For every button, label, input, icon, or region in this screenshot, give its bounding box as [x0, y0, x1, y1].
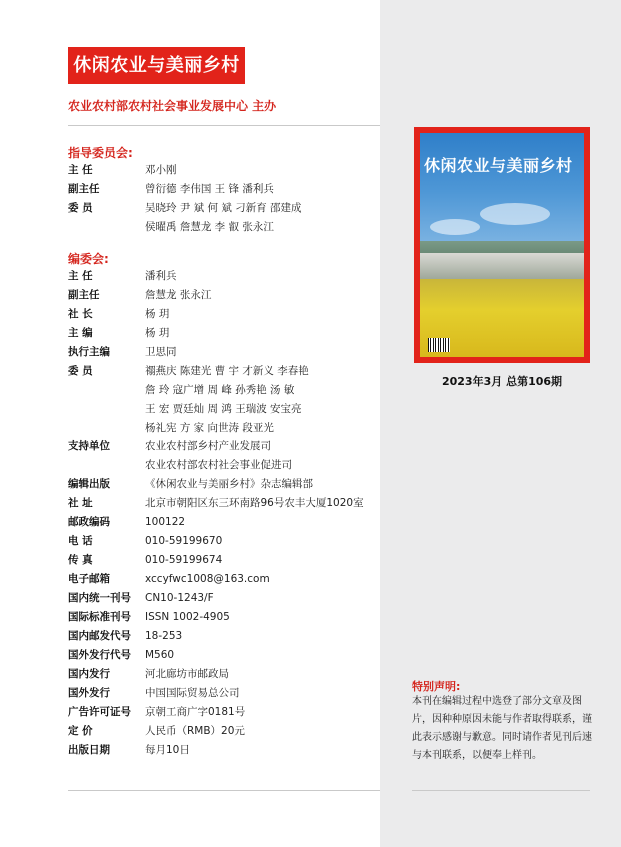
row-value: 詹 玲 寇广增 周 峰 孙秀艳 汤 敏 [145, 384, 295, 396]
cloud-shape [430, 219, 480, 235]
row-label: 出版日期 [68, 744, 110, 756]
row-value: 010-59199674 [145, 554, 223, 566]
editorial-board-heading: 编委会: [68, 252, 109, 266]
row-label: 支持单位 [68, 440, 110, 452]
row-value: xccyfwc1008@163.com [145, 573, 270, 585]
row-label: 电 话 [68, 535, 93, 547]
row-label: 国内邮发代号 [68, 630, 131, 642]
cloud-shape [480, 203, 550, 225]
row-label: 社 长 [68, 308, 93, 320]
row-label: 国内统一刊号 [68, 592, 131, 604]
row-label: 主 编 [68, 327, 93, 339]
row-value: 人民币（RMB）20元 [145, 725, 245, 737]
row-label: 国际标准刊号 [68, 611, 131, 623]
cover-image [414, 127, 590, 363]
row-label: 国内发行 [68, 668, 110, 680]
row-value: 100122 [145, 516, 186, 528]
row-value: 侯曜禹 詹慧龙 李 叡 张永江 [145, 221, 274, 233]
row-label: 主 任 [68, 270, 93, 282]
row-label: 副主任 [68, 289, 100, 301]
row-value: 杨 玥 [145, 327, 170, 339]
row-value: 詹慧龙 张永江 [145, 289, 212, 301]
row-value: ISSN 1002-4905 [145, 611, 230, 623]
barcode-icon [428, 338, 450, 352]
guidance-committee-heading: 指导委员会: [68, 146, 133, 160]
row-value: 北京市朝阳区东三环南路96号农丰大厦1020室 [145, 497, 364, 509]
row-label: 副主任 [68, 183, 100, 195]
row-label: 委 员 [68, 202, 93, 214]
row-label: 定 价 [68, 725, 93, 737]
row-value: 杨 玥 [145, 308, 170, 320]
cover-title: 休闲农业与美丽乡村 [424, 156, 573, 175]
cover-village [420, 253, 584, 279]
top-divider [68, 125, 380, 126]
row-value: 吴晓玲 尹 斌 何 斌 刁新育 邵建成 [145, 202, 302, 214]
row-label: 编辑出版 [68, 478, 110, 490]
row-value: 《休闲农业与美丽乡村》杂志编辑部 [145, 478, 313, 490]
row-value: M560 [145, 649, 175, 661]
row-value: 杨礼宪 方 家 向世涛 段亚光 [145, 422, 274, 434]
row-label: 国外发行 [68, 687, 110, 699]
row-label: 委 员 [68, 365, 93, 377]
row-value: 010-59199670 [145, 535, 223, 547]
row-value: 王 宏 贾廷灿 周 鸿 王瑞波 安宝亮 [145, 403, 302, 415]
row-value: 河北廊坊市邮政局 [145, 668, 229, 680]
row-value: 京朝工商广字0181号 [145, 706, 246, 718]
notice-body: 本刊在编辑过程中选登了部分文章及图片，因种种原因未能与作者取得联系，谨此表示感谢与歉意。同时请作者见刊后速与本刊联系，以便奉上样刊。 [412, 696, 592, 761]
issue-label: 2023年3月 总第106期 [441, 375, 563, 388]
row-label: 执行主编 [68, 346, 110, 358]
row-value: 中国国际贸易总公司 [145, 687, 240, 699]
row-value: 卫思同 [145, 346, 177, 358]
row-value: 每月10日 [145, 744, 190, 756]
row-value: 农业农村部农村社会事业促进司 [145, 459, 292, 471]
notice-heading: 特别声明: [412, 680, 461, 693]
bottom-divider [68, 790, 380, 791]
row-label: 主 任 [68, 164, 93, 176]
row-label: 电子邮箱 [68, 573, 110, 585]
row-value: 潘利兵 [145, 270, 177, 282]
row-label: 传 真 [68, 554, 93, 566]
row-label: 广告许可证号 [68, 706, 131, 718]
magazine-title: 休闲农业与美丽乡村 [68, 47, 245, 84]
notice-divider [412, 790, 590, 791]
row-label: 邮政编码 [68, 516, 110, 528]
row-value: 邓小刚 [145, 164, 177, 176]
row-label: 国外发行代号 [68, 649, 131, 661]
row-value: 禤燕庆 陈建光 曹 宇 才新义 李春艳 [145, 365, 309, 377]
row-value: 18-253 [145, 630, 183, 642]
row-value: 曾衍德 李伟国 王 锋 潘利兵 [145, 183, 274, 195]
sponsor-line: 农业农村部农村社会事业发展中心 主办 [68, 99, 277, 113]
row-value: 农业农村部乡村产业发展司 [145, 440, 271, 452]
row-value: CN10-1243/F [145, 592, 214, 604]
row-label: 社 址 [68, 497, 93, 509]
